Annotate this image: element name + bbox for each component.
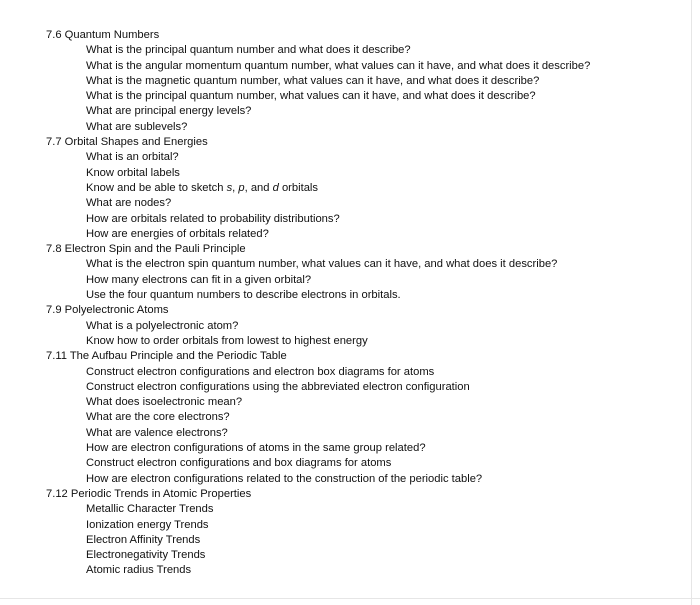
- list-item: What is the electron spin quantum number, what values can it have, and what does it describe?: [86, 258, 558, 271]
- list-item: Ionization energy Trends: [86, 518, 209, 531]
- section-electron-spin: [46, 242, 590, 303]
- item-list: [46, 150, 590, 242]
- list-item: Electron Affinity Trends: [86, 533, 201, 546]
- section-polyelectronic-atoms: [46, 303, 590, 349]
- list-item: Electronegativity Trends: [86, 549, 206, 562]
- list-item: What are principal energy levels?: [86, 105, 252, 118]
- list-item: What is the principal quantum number and what does it describe?: [86, 44, 411, 57]
- list-item: How are electron configurations of atoms in the same group related?: [86, 442, 426, 455]
- list-item: How are energies of orbitals related?: [86, 227, 269, 240]
- list-item: Atomic radius Trends: [86, 564, 192, 577]
- section-title: 7.8 Electron Spin and the Pauli Principle: [46, 243, 246, 256]
- list-item: How many electrons can fit in a given orbital?: [86, 273, 312, 286]
- section-aufbau-principle: [46, 349, 590, 487]
- section-title: 7.12 Periodic Trends in Atomic Properties: [46, 487, 252, 500]
- item-list: [46, 365, 590, 487]
- list-item: Construct electron configurations and box diagrams for atoms: [86, 457, 392, 470]
- section-title: 7.6 Quantum Numbers: [46, 29, 160, 41]
- item-list: [46, 502, 590, 578]
- list-item: What are sublevels?: [86, 120, 188, 133]
- list-item: Construct electron configurations using the abbreviated electron configuration: [86, 380, 470, 393]
- item-list: [46, 257, 590, 303]
- item-list: [46, 319, 590, 350]
- list-item: What is the magnetic quantum number, what values can it have, and what does it describe?: [86, 74, 540, 87]
- list-item: How are electron configurations related to the construction of the periodic table?: [86, 472, 483, 485]
- section-quantum-numbers: [46, 28, 590, 135]
- list-item: Know orbital labels: [86, 166, 180, 179]
- section-periodic-trends: [46, 487, 590, 579]
- item-list: [46, 43, 590, 135]
- page-right-edge: [691, 0, 692, 605]
- list-item: What does isoelectronic mean?: [86, 396, 243, 409]
- list-item: Construct electron configurations and electron box diagrams for atoms: [86, 365, 435, 378]
- list-item: What is a polyelectronic atom?: [86, 319, 239, 332]
- section-title: 7.7 Orbital Shapes and Energies: [46, 136, 208, 149]
- list-item: What are valence electrons?: [86, 426, 228, 439]
- list-item: Use the four quantum numbers to describe electrons in orbitals.: [86, 289, 401, 302]
- list-item: Metallic Character Trends: [86, 503, 214, 516]
- list-item: What is an orbital?: [86, 151, 179, 164]
- list-item: What are the core electrons?: [86, 411, 230, 424]
- page-bottom-edge: [0, 598, 700, 599]
- list-item: What is the angular momentum quantum number, what values can it have, and what does it describe?: [86, 59, 591, 72]
- section-orbital-shapes: [46, 135, 590, 242]
- study-outline: [46, 28, 590, 579]
- section-title: 7.9 Polyelectronic Atoms: [46, 304, 169, 317]
- list-item: What is the principal quantum number, what values can it have, and what does it describe?: [86, 90, 536, 103]
- list-item: Know and be able to sketch s, p, and d orbitals: [86, 181, 319, 194]
- list-item: How are orbitals related to probability distributions?: [86, 212, 340, 225]
- section-title: 7.11 The Aufbau Principle and the Periodic Table: [46, 350, 287, 363]
- list-item: What are nodes?: [86, 197, 172, 210]
- list-item: Know how to order orbitals from lowest to highest energy: [86, 334, 368, 347]
